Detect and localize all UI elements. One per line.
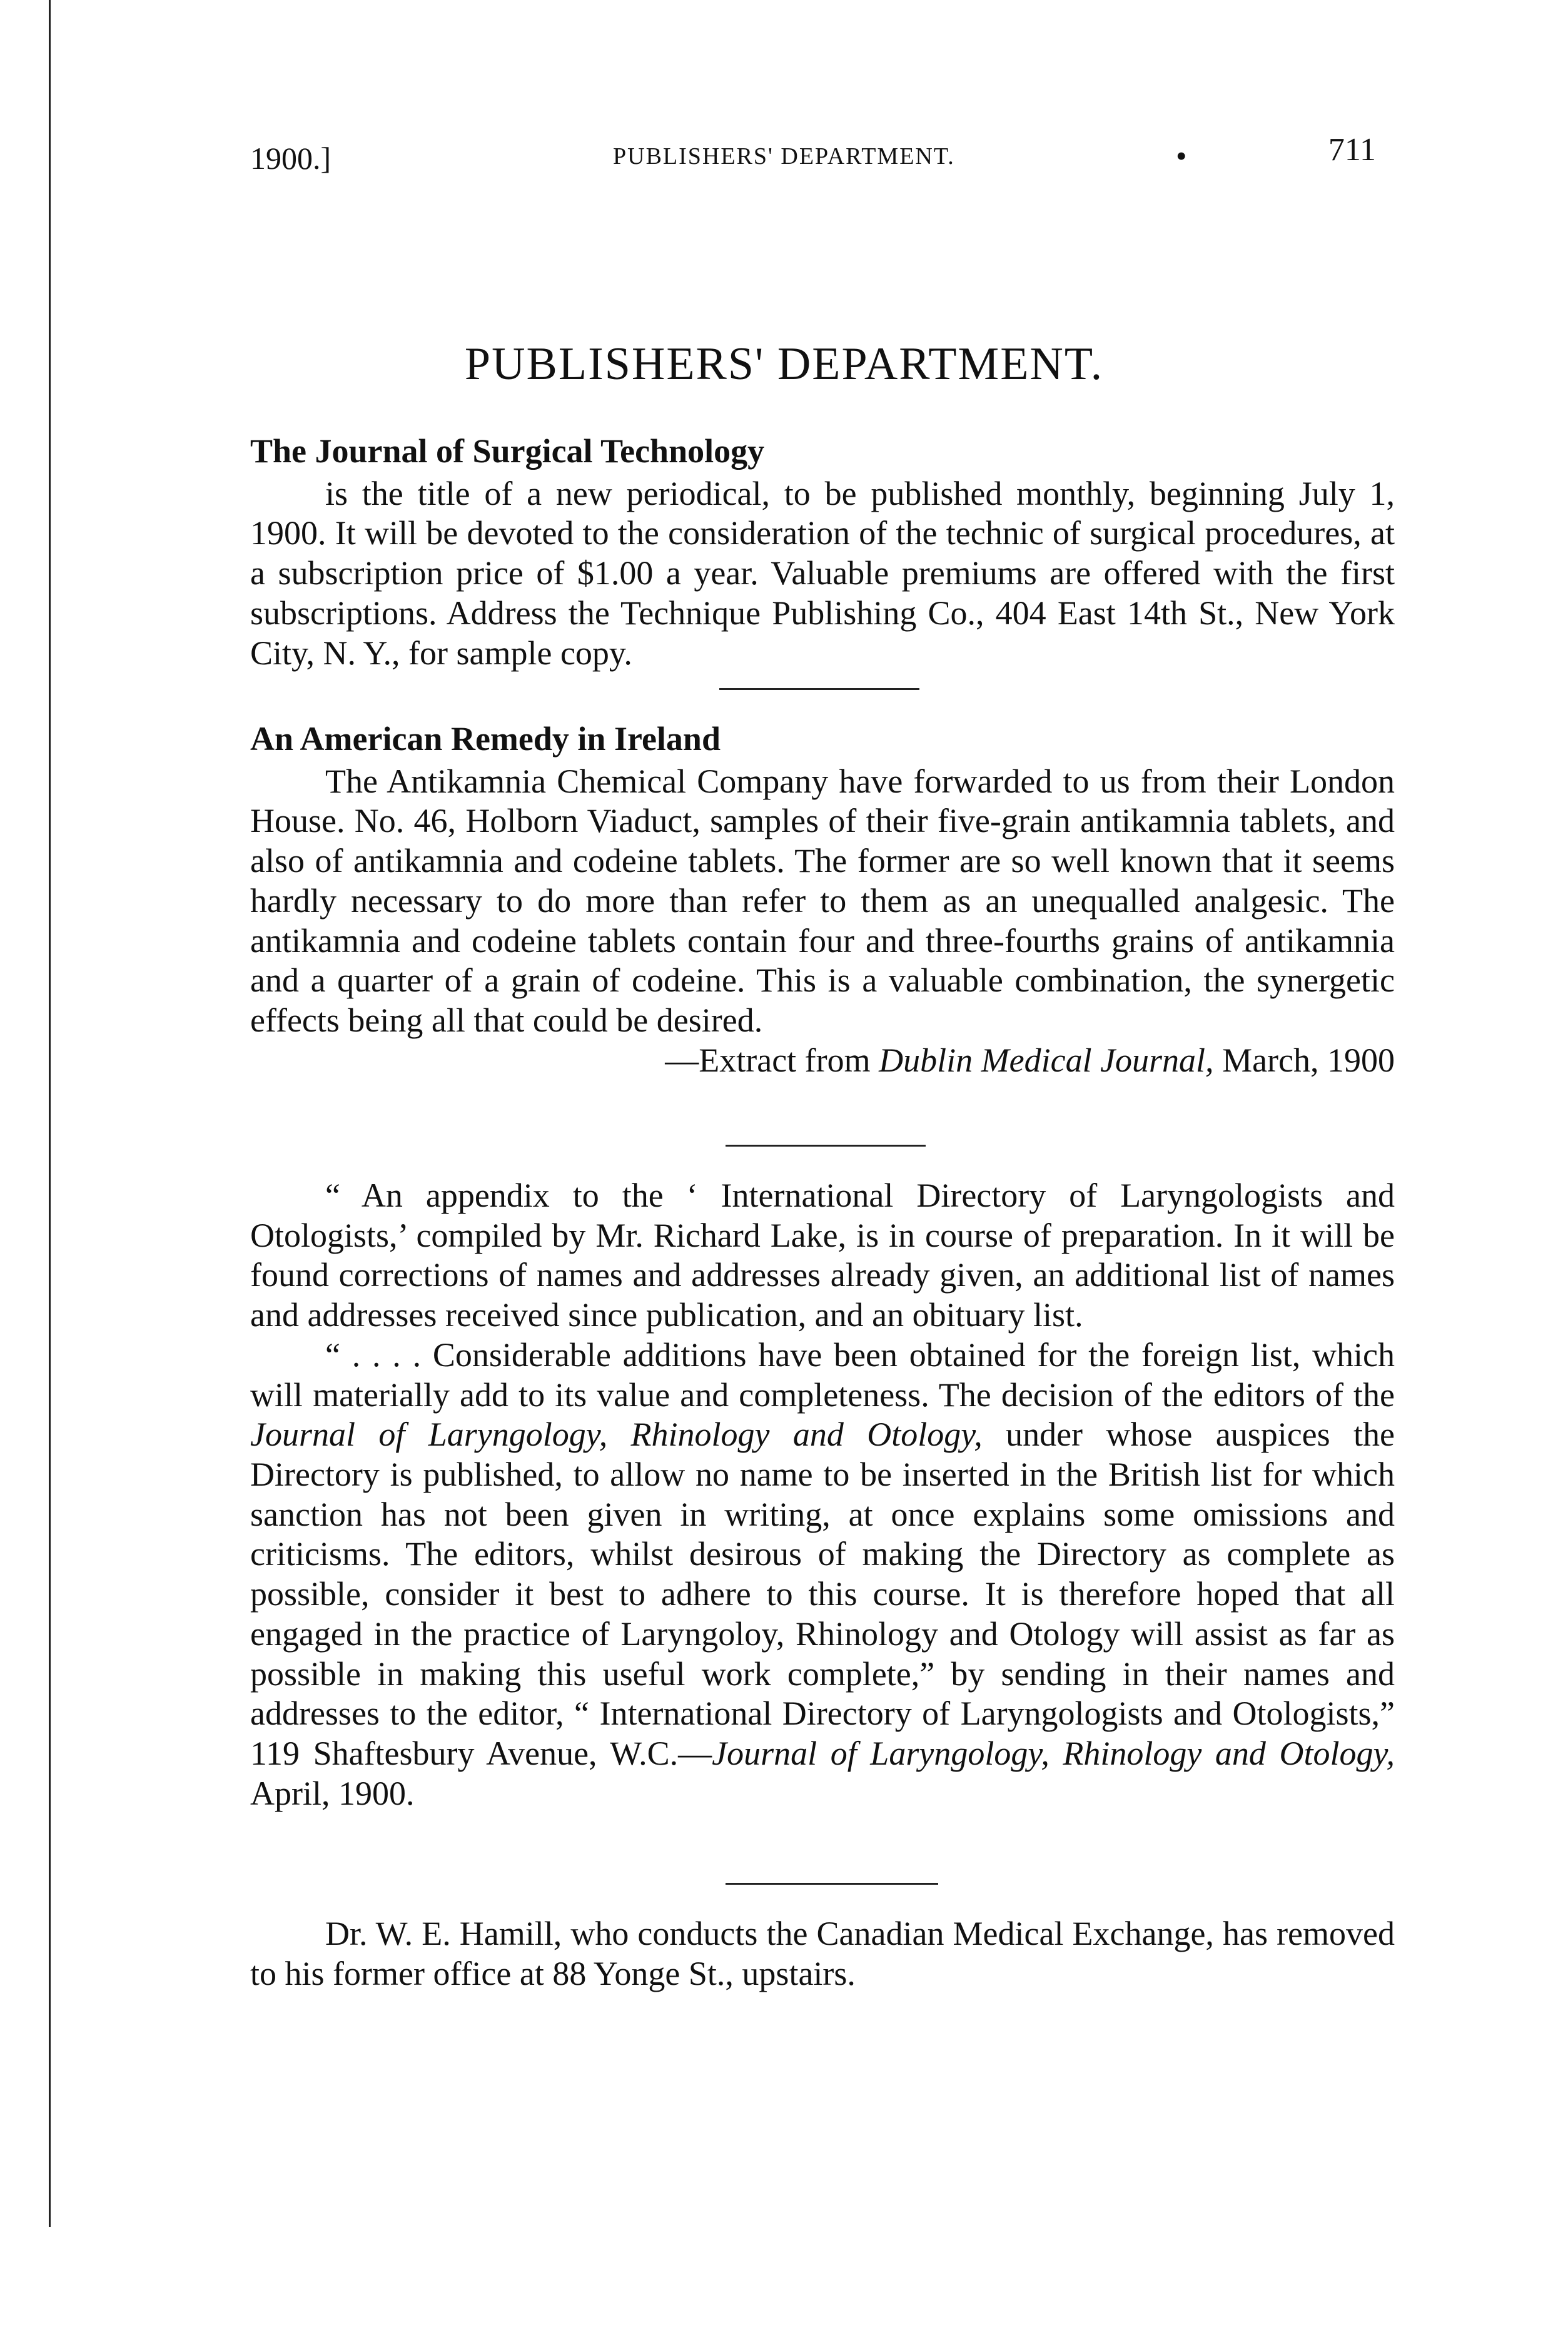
article-body: The Antikamnia Chemical Company have forwarded to us from their London House. No. 46, Holborn Viaduct, samples of their five-grain antikamnia tablets, and also of antikamnia and codeine tablets. The former are so well known that it seems hardly necessary to do more than refer to them as an unequalled analgesic. The antikamnia and codeine tablets contain four and three-fourths grains of antikamnia and a quarter of a grain of codeine. This is a valuable combination, the synergetic effects being all that could be desired.: [250, 762, 1395, 1040]
source-date: April, 1900.: [250, 1774, 415, 1812]
section-divider: [726, 1883, 938, 1885]
running-head: [250, 131, 1376, 181]
section-divider: [726, 1145, 926, 1147]
article-paragraph: [250, 1336, 1395, 1814]
article-body: is the title of a new periodical, to be published monthly, beginning July 1, 1900. It will be devoted to the consideration of the technic of surgical procedures, at a subscription price of $1.00 a year. Valuable premiums are offered with the first subscriptions. Address the Technique Publishing Co., 404 East 14th St., New York City, N. Y., for sample copy.: [250, 474, 1395, 672]
page-number: 711: [1328, 132, 1376, 168]
article-american-remedy-ireland: [250, 719, 1395, 1080]
source-journal: Dublin Medical Journal,: [879, 1041, 1214, 1079]
running-head-year: 1900.]: [250, 141, 331, 176]
article-hamill-notice: [250, 1914, 1395, 1994]
article-journal-surgical-technology: [250, 432, 1395, 673]
journal-name: Journal of Laryngology, Rhinology and Otology,: [250, 1416, 983, 1454]
article-heading: An American Remedy in Ireland: [250, 720, 721, 758]
article-body: Dr. W. E. Hamill, who conducts the Canadian Medical Exchange, has removed to his former office at 88 Yonge St., upstairs.: [250, 1915, 1395, 1992]
paragraph-text: “ . . . . Considerable additions have been obtained for the foreign list, which will materially add to its value and completeness. The decision of the editors of the: [250, 1336, 1395, 1414]
source-prefix: —Extract from: [665, 1041, 879, 1079]
binding-edge-line: [49, 0, 51, 2227]
section-divider: [719, 688, 919, 690]
bullet-mark: •: [1176, 138, 1187, 173]
article-source: [250, 1041, 1395, 1081]
source-date: March, 1900: [1213, 1041, 1395, 1079]
article-international-directory: [250, 1176, 1395, 1814]
page-title: PUBLISHERS' DEPARTMENT.: [464, 338, 1104, 390]
source-journal: Journal of Laryngology, Rhinology and Otology,: [712, 1735, 1395, 1773]
article-paragraph: “ An appendix to the ‘ International Directory of Laryngologists and Otologists,’ compiled by Mr. Richard Lake, is in course of preparation. In it will be found corrections of names and addresses already given, an additional list of names and addresses received since publication, and an obituary list.: [250, 1177, 1395, 1334]
article-heading: The Journal of Surgical Technology: [250, 432, 765, 470]
running-head-title: PUBLISHERS' DEPARTMENT.: [613, 143, 955, 170]
paragraph-text: under whose auspices the Directory is published, to allow no name to be inserted in the British list for which sanction has not been given in writing, at once explains some omissions and criticisms. The editors, whilst desirous of making the Directory as complete as possible, consider it best to adhere to this course. It is therefore hoped that all engaged in the practice of Laryngoloy, Rhinology and Otology will assist as far as possible in making this useful work complete,” by sending in their names and addresses to the editor, “ International Directory of Laryngologists and Otologists,” 119 Shaftesbury Avenue, W.C.—: [250, 1416, 1395, 1773]
